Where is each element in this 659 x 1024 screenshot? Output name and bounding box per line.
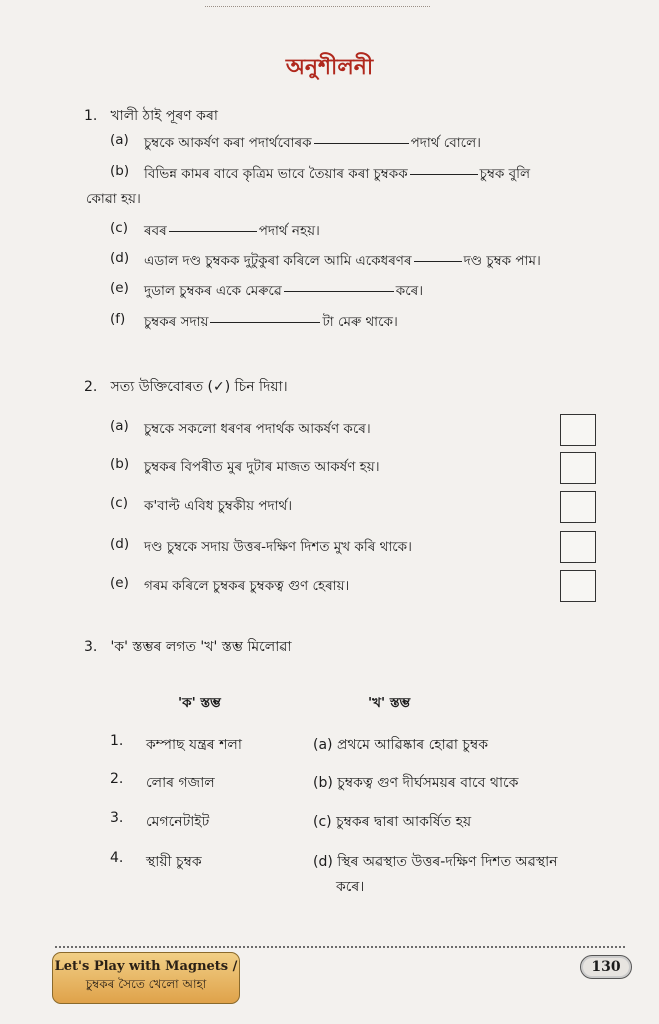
match-column-a-item: মেগনেটাইট [146, 814, 210, 830]
book-title-english: Let's Play with Magnets / [54, 959, 238, 974]
match-num: 4. [110, 850, 124, 866]
question-number: 2. [84, 379, 98, 395]
match-column-a-item: কম্পাছ যন্ত্ৰৰ শলা [146, 737, 242, 753]
item-text-after: টা মেৰু থাকে। [322, 314, 398, 330]
item-text-after: পদাৰ্থ নহয়। [258, 223, 320, 239]
item-text: ৰবৰ [144, 223, 167, 239]
question-prompt: সত্য উক্তিবোৰত (✓) চিন দিয়া। [110, 379, 288, 395]
item-label: (e) [110, 280, 129, 296]
match-num: 3. [110, 810, 124, 826]
item-text: চুম্বকৰ বিপৰীত মুৰ দুটাৰ মাজত আকৰ্ষণ হয়। [144, 459, 380, 475]
answer-blank[interactable] [284, 290, 394, 292]
item-label: (d) [110, 536, 130, 552]
question-number: 1. [84, 108, 98, 124]
answer-blank[interactable] [410, 173, 478, 175]
item-text: দণ্ড চুম্বকে সদায় উত্তৰ-দক্ষিণ দিশত মুখ কৰি থাকে। [144, 539, 412, 555]
item-text: গৰম কৰিলে চুম্বকৰ চুম্বকত্ব গুণ হেৰায়। [144, 578, 350, 594]
item-label: (e) [110, 575, 129, 591]
item-text-after: পদাৰ্থ বোলে। [410, 135, 481, 151]
item-text: চুম্বকে সকলো ধৰণৰ পদাৰ্থক আকৰ্ষণ কৰে। [144, 421, 371, 437]
answer-blank[interactable] [169, 230, 257, 232]
item-label: (f) [110, 311, 126, 327]
item-text: এডাল দণ্ড চুম্বকক দুটুকুৰা কৰিলে আমি একেধৰণৰ [144, 253, 412, 269]
page-title: অনুশীলনী [285, 54, 374, 80]
item-text: চুম্বকে আকৰ্ষণ কৰা পদাৰ্থবোৰক [144, 135, 312, 151]
item-text: চুম্বকৰ সদায় [144, 314, 209, 330]
item-label: (b) [110, 163, 130, 179]
match-column-a-item: লোৰ গজাল [146, 775, 215, 791]
question-3-heading [84, 635, 292, 659]
tick-checkbox[interactable] [560, 570, 596, 602]
footer-dotted-rule [55, 946, 625, 948]
item-label: (a) [110, 418, 129, 434]
column-b-header: 'খ' স্তম্ভ [368, 695, 411, 711]
item-label: (a) [110, 132, 129, 148]
match-column-b-item: (b) চুম্বকত্ব গুণ দীৰ্ঘসময়ৰ বাবে থাকে [313, 775, 519, 791]
book-title-assamese: চুম্বকৰ সৈতে খেলো আহা [85, 977, 207, 991]
match-column-b-item: (d) স্থিৰ অৱস্থাত উত্তৰ-দক্ষিণ দিশত অৱস্থান [313, 854, 558, 870]
answer-blank[interactable] [314, 142, 409, 144]
page-number: 130 [580, 955, 632, 979]
match-num: 1. [110, 733, 124, 749]
column-a-header: 'ক' স্তম্ভ [178, 695, 221, 711]
item-text-after: কৰে। [395, 283, 424, 299]
question-prompt: 'ক' স্তম্ভৰ লগত 'খ' স্তম্ভ মিলোৱা [110, 639, 292, 655]
question-2-heading [84, 375, 288, 399]
answer-blank[interactable] [414, 260, 462, 262]
tick-checkbox[interactable] [560, 452, 596, 484]
match-num: 2. [110, 771, 124, 787]
question-number: 3. [84, 639, 98, 655]
match-column-b-item: (c) চুম্বকৰ দ্বাৰা আকৰ্ষিত হয় [313, 814, 472, 830]
item-label: (c) [110, 495, 128, 511]
item-text-after: চুম্বক বুলি [479, 166, 531, 182]
item-text: বিভিন্ন কামৰ বাবে কৃত্ৰিম ভাবে তৈয়াৰ কৰা চুম্বকক [144, 166, 408, 182]
answer-blank[interactable] [210, 321, 320, 323]
top-rule [205, 6, 430, 7]
match-column-b-continuation: কৰে। [336, 879, 365, 895]
question-1-heading [84, 104, 218, 128]
item-label: (d) [110, 250, 130, 266]
item-text: দুডাল চুম্বকৰ একে মেৰুৱে [144, 283, 282, 299]
tick-checkbox[interactable] [560, 414, 596, 446]
tick-checkbox[interactable] [560, 531, 596, 563]
item-label: (c) [110, 220, 128, 236]
item-label: (b) [110, 456, 130, 472]
match-column-b-item: (a) প্ৰথমে আৱিষ্কাৰ হোৱা চুম্বক [313, 737, 488, 753]
item-text-after: দণ্ড চুম্বক পাম। [463, 253, 541, 269]
tick-checkbox[interactable] [560, 491, 596, 523]
book-title-badge [52, 952, 240, 1004]
match-column-a-item: স্থায়ী চুম্বক [146, 854, 202, 870]
item-text: ক'বাল্ট এবিধ চুম্বকীয় পদাৰ্থ। [144, 498, 293, 514]
question-prompt: খালী ঠাই পূৰণ কৰা [110, 108, 218, 124]
item-continuation: কোৱা হয়। [86, 191, 141, 207]
